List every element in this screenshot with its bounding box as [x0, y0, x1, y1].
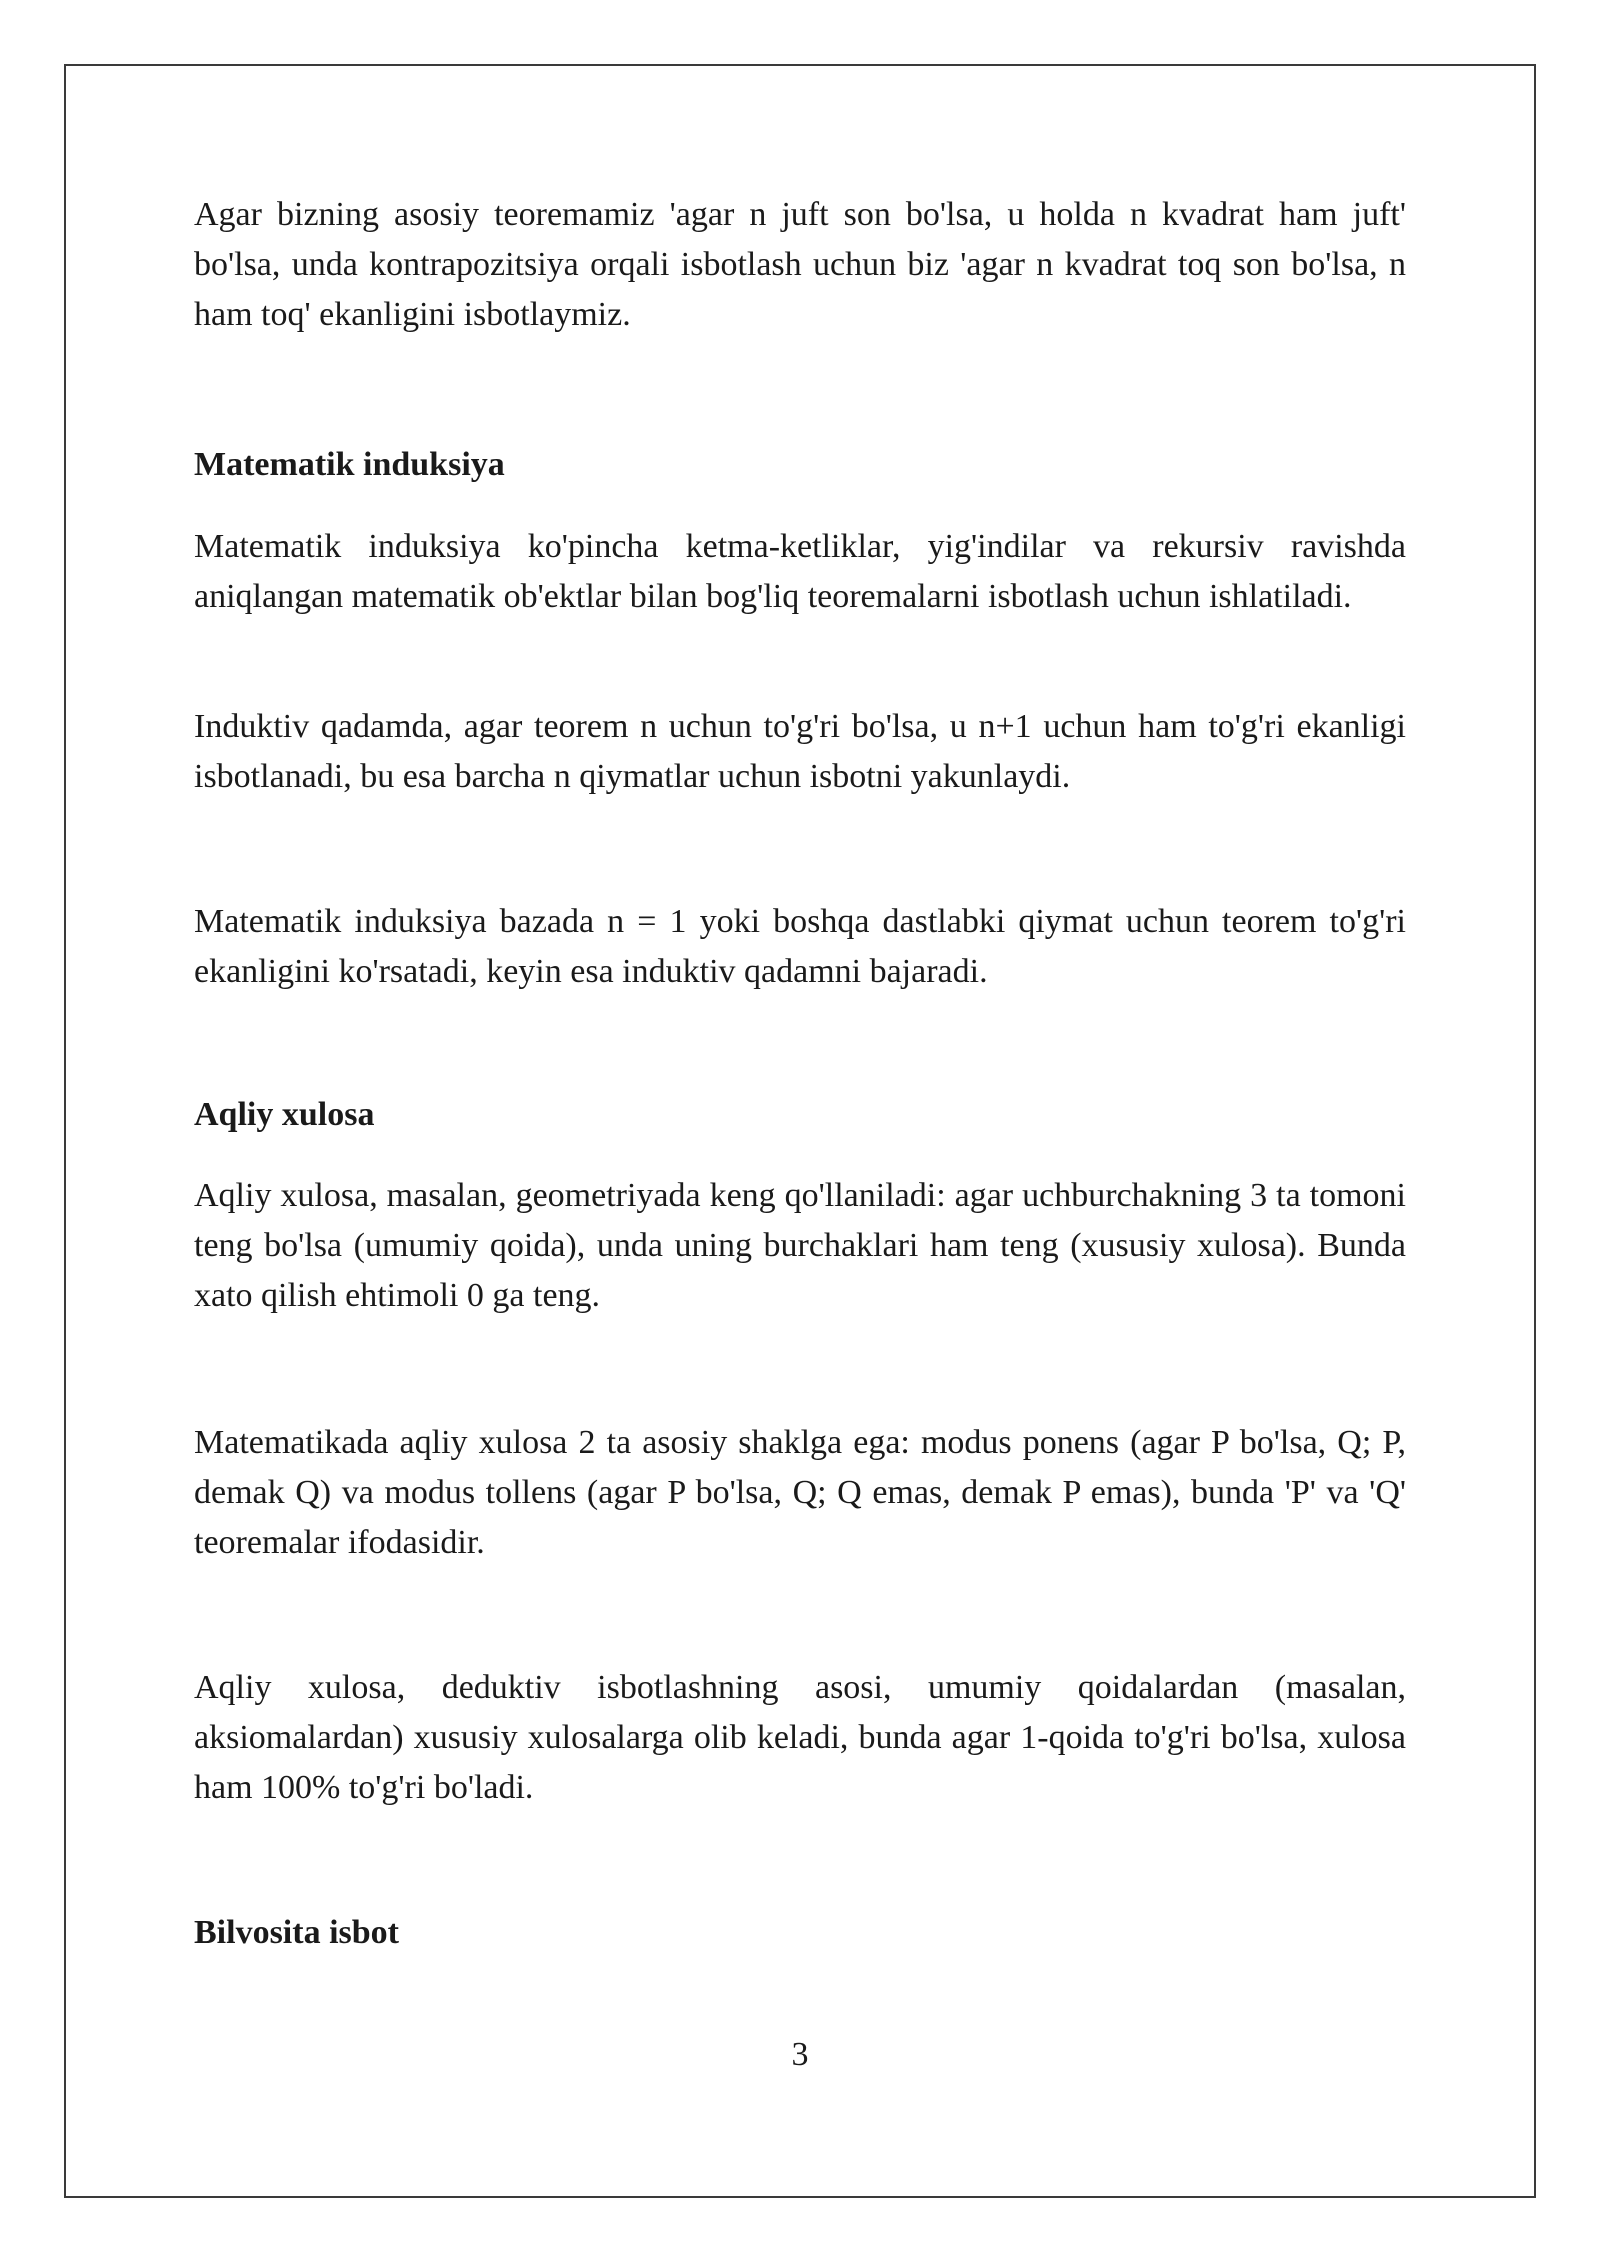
heading-aqliy-xulosa: Aqliy xulosa: [194, 1096, 375, 1133]
paragraph-contrapositive-example: Agar bizning asosiy teoremamiz 'agar n juft son bo'lsa, u holda n kvadrat ham juft' bo'lsa, unda kontrapozitsiya orqali isbotlash uchun biz 'agar n kvadrat toq son bo'lsa, n ham toq' ekanligini isbotlaymiz.: [194, 196, 1406, 333]
paragraph-deductive-basis: Aqliy xulosa, deduktiv isbotlashning asosi, umumiy qoidalardan (masalan, aksiomalardan) xususiy xulosalarga olib keladi, bunda agar 1-qoida to'g'ri bo'lsa, xulosa ham 100% to'g'ri bo'ladi.: [194, 1669, 1406, 1806]
paragraph-modus-forms: Matematikada aqliy xulosa 2 ta asosiy shaklga ega: modus ponens (agar P bo'lsa, Q; P, demak Q) va modus tollens (agar P bo'lsa, Q; Q emas, demak P emas), bunda 'P' va 'Q' teoremalar ifodasidir.: [194, 1424, 1406, 1561]
paragraph-inductive-step: Induktiv qadamda, agar teorem n uchun to'g'ri bo'lsa, u n+1 uchun ham to'g'ri ekanligi isbotlanadi, bu esa barcha n qiymatlar uchun isbotni yakunlaydi.: [194, 708, 1406, 795]
heading-bilvosita-isbot: Bilvosita isbot: [194, 1914, 399, 1951]
heading-matematik-induksiya: Matematik induksiya: [194, 446, 505, 483]
page-content: [194, 190, 1406, 1958]
paragraph-geometry-example: Aqliy xulosa, masalan, geometriyada keng qo'llaniladi: agar uchburchakning 3 ta tomoni teng bo'lsa (umumiy qoida), unda uning burchaklari ham teng (xususiy xulosa). Bunda xato qilish ehtimoli 0 ga teng.: [194, 1177, 1406, 1314]
paragraph-induction-usage: Matematik induksiya ko'pincha ketma-ketliklar, yig'indilar va rekursiv ravishda aniqlangan matematik ob'ektlar bilan bog'liq teoremalarni isbotlash uchun ishlatiladi.: [194, 528, 1406, 615]
paragraph-induction-base: Matematik induksiya bazada n = 1 yoki boshqa dastlabki qiymat uchun teorem to'g'ri ekanligini ko'rsatadi, keyin esa induktiv qadamni bajaradi.: [194, 903, 1406, 990]
page-number: 3: [791, 2036, 809, 2073]
